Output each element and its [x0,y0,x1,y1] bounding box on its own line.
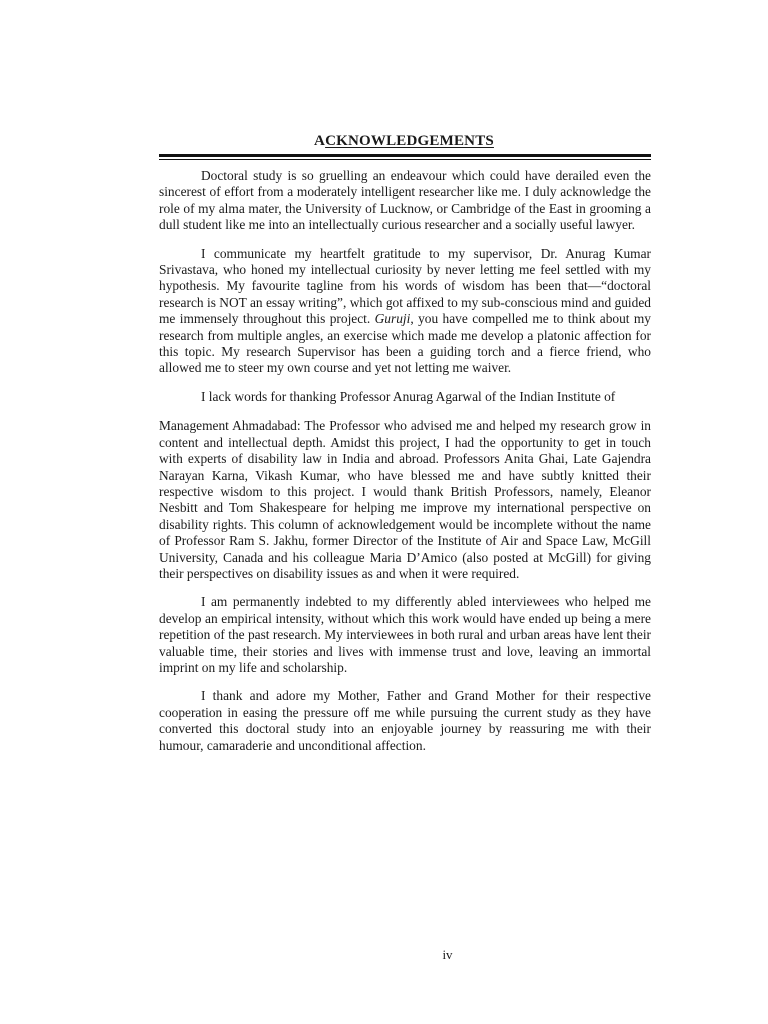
paragraph-supervisor-part-2: , you have compelled me to think about my research from multiple angles, an exercise which made me develop a platonic affection for this topic. My research Supervisor has been a guiding torch and a fierce friend, who allowed me to steer my own course and yet not letting me waiver. [159,311,651,376]
paragraph-interviewees: I am permanently indebted to my differently abled interviewees who helped me develop an empirical intensity, without which this work would have ended up being a mere repetition of the past research. My interviewees in both rural and urban areas have lent their valuable time, their stories and lives with immense trust and love, leaving an immortal imprint on my life and scholarship. [159,594,651,675]
paragraph-supervisor [159,246,651,377]
page-number: iv [442,947,453,962]
title-rule-thick [159,154,651,157]
paragraph-professor-intro: I lack words for thanking Professor Anurag Agarwal of the Indian Institute of [201,388,616,404]
title-first-letter: A [314,133,326,149]
page-title [0,133,768,150]
paragraph-professors: Management Ahmadabad: The Professor who advised me and helped my research grow in content and intellectual depth. Amidst this project, I had the opportunity to get in touch with experts of disability law in India and abroad. Professors Anita Ghai, Late Gajendra Narayan Karna, Vikash Kumar, who have blessed me and have subtly knitted their respective wisdom to this project. I would thank British Professors, namely, Eleanor Nesbitt and Tom Shakespeare for helping me improve my international perspective on disability rights. This column of acknowledgement would be incomplete without the name of Professor Ram S. Jakhu, former Director of the Institute of Air and Space Law, McGill University, Canada and his colleague Maria D’Amico (also posted at McGill) for giving their perspectives on disability issues as and when it were required. [159,418,651,581]
title-rule-thin [159,159,651,160]
paragraph-supervisor-part-1: I communicate my heartfelt gratitude to my supervisor, Dr. Anurag Kumar Srivastava, who honed my intellectual curiosity by never letting me feel settled with my hypothesis. My favourite tagline from his words of wisdom has been that—“doctoral research is NOT an essay writing”, which got affixed to my sub-conscious mind and guided me immensely throughout this project. [159,245,651,327]
acknowledgement-body [159,168,651,766]
paragraph-family: I thank and adore my Mother, Father and Grand Mother for their respective cooperation in easing the pressure off me while pursuing the current study as they have converted this doctoral study into an enjoyable journey by reassuring me with their humour, camaraderie and unconditional affection. [159,688,651,753]
paragraph-supervisor-guruji: Guruji [374,311,411,327]
title-rest: CKNOWLEDGEMENTS [325,133,494,149]
paragraph-alma-mater: Doctoral study is so gruelling an endeavour which could have derailed even the sincerest of effort from a moderately intelligent researcher like me. I duly acknowledge the role of my alma mater, the University of Lucknow, or Cambridge of the East in grooming a dull student like me into an intellectually curious researcher and a socially useful lawyer. [159,168,651,233]
